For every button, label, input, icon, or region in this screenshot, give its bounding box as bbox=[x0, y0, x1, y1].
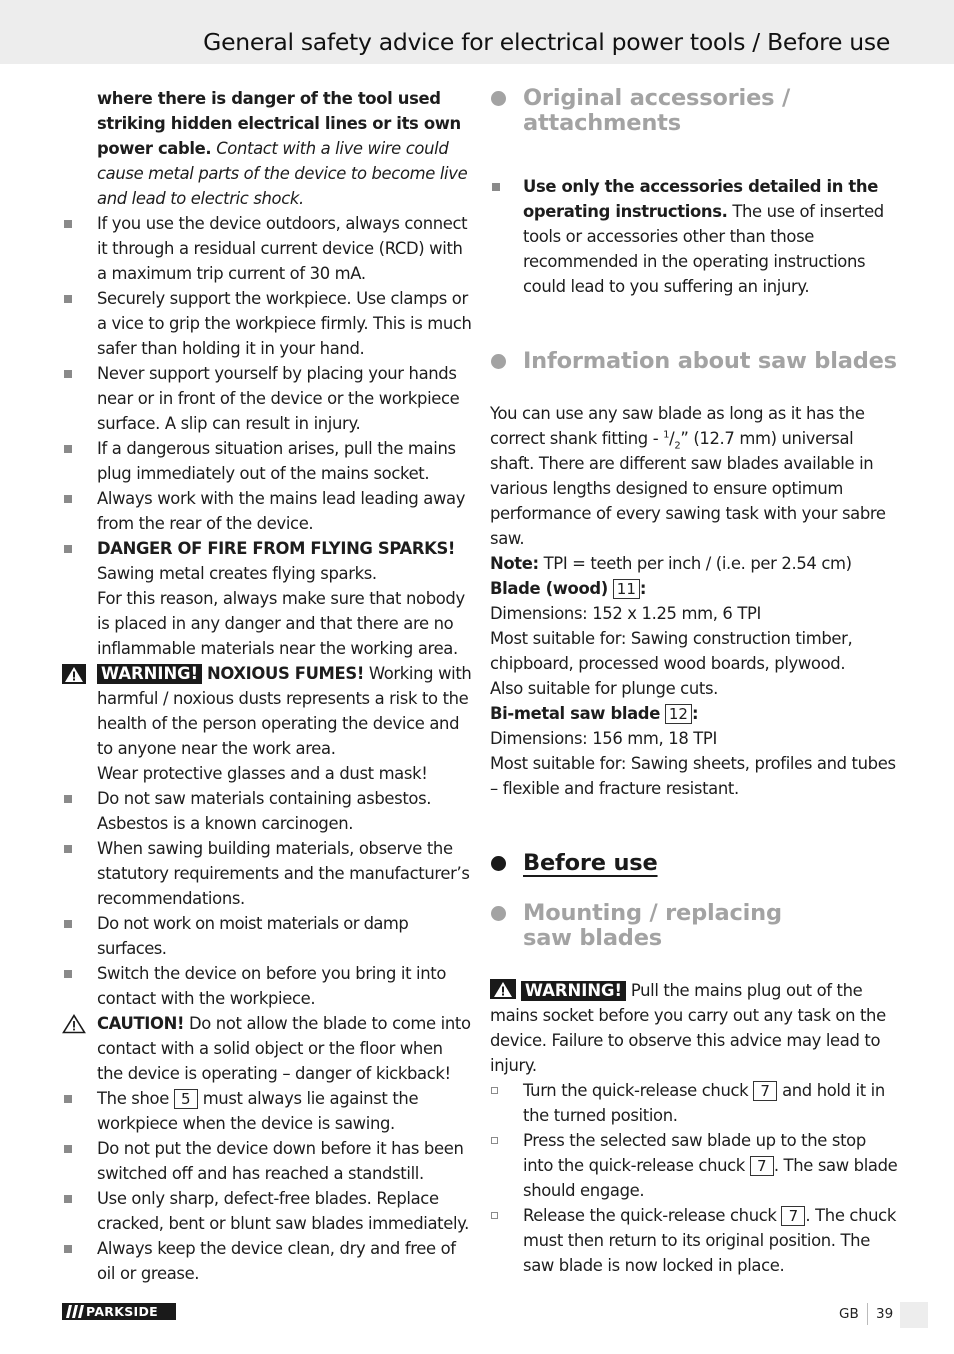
part-reference: 12 bbox=[665, 704, 692, 724]
bullet-dot-icon bbox=[491, 91, 506, 106]
fire-warning-heading: DANGER OF FIRE FROM FLYING SPARKS! bbox=[97, 539, 456, 558]
part-reference: 7 bbox=[750, 1156, 774, 1176]
fumes-heading: NOXIOUS FUMES! bbox=[207, 664, 364, 683]
list-item: When sawing building materials, observe the statutory requirements and the manufacturer’s recommendations. bbox=[62, 836, 472, 911]
intro-bold: where there is danger of the tool used striking hidden electrical lines or its own power cable. bbox=[97, 89, 461, 158]
list-item: Use only the accessories detailed in the operating instructions. The use of inserted tools or accessories other than those recommended in the operating instructions could lead to you suffering an injury. bbox=[490, 174, 900, 299]
page-header bbox=[0, 0, 954, 64]
section-heading-accessories: Original accessories / attachments bbox=[490, 86, 900, 136]
right-column bbox=[490, 84, 900, 1278]
warning-block: WARNING! NOXIOUS FUMES! Working with harmful / noxious dusts represents a risk to the health of the person operating the device and to anyone near the work area. Wear protective glasses and a dust mask! bbox=[62, 661, 472, 786]
part-reference: 7 bbox=[781, 1206, 805, 1226]
warning-badge: WARNING! bbox=[97, 664, 202, 684]
brand-logo bbox=[62, 1303, 176, 1320]
square-bullet-icon bbox=[64, 1195, 72, 1203]
list-item: Switch the device on before you bring it into contact with the workpiece. bbox=[62, 961, 472, 1011]
saw-blades-text: You can use any saw blade as long as it has the correct shank fitting - $^1/_2$” (12.7 mm) universal shaft. There are different saw blades available in various lengths designed to ensure optimum performance of every sawing task with your sabre saw. Note: TPI = teeth per inch / (i.e. per 2.54 cm) Blade (wood) 11 : Dimensions: 152 x 1.25 mm, 6 TPI Most suitable for: Sawing construction timber, chipboard, processed wood boards, plywood. Also suitable for plunge cuts. Bi-metal saw blade 12 : Dimensions: 156 mm, 18 TPI Most suitable for: Sawing sheets, profiles and tubes – flexible and fracture resistant. bbox=[490, 404, 896, 798]
list-item: Always keep the device clean, dry and free of oil or grease. bbox=[62, 1236, 472, 1286]
square-bullet-icon bbox=[64, 370, 72, 378]
square-bullet-icon bbox=[64, 845, 72, 853]
list-item: Never support yourself by placing your hands near or in front of the device or the workpiece surface. A slip can result in injury. bbox=[62, 361, 472, 436]
square-bullet-icon bbox=[64, 220, 72, 228]
list-item: If you use the device outdoors, always connect it through a residual current device (RCD) with a maximum trip current of 30 mA. bbox=[62, 211, 472, 286]
square-bullet-icon bbox=[64, 920, 72, 928]
caution-heading: CAUTION! bbox=[97, 1014, 185, 1033]
footer-divider bbox=[867, 1303, 868, 1325]
page-title: General safety advice for electrical power tools / Before use bbox=[203, 28, 890, 56]
square-bullet-icon bbox=[64, 1145, 72, 1153]
list-item: The shoe 5 must always lie against the workpiece when the device is sawing. bbox=[62, 1086, 472, 1136]
square-bullet-icon bbox=[64, 795, 72, 803]
checkbox-bullet-icon bbox=[491, 1087, 498, 1094]
list-item: Always work with the mains lead leading away from the rear of the device. bbox=[62, 486, 472, 536]
left-column bbox=[62, 86, 472, 1286]
intro-italic: Contact with a live wire could cause metal parts of the device to become live and lead to electric shock. bbox=[97, 139, 468, 208]
footer-tab bbox=[900, 1302, 928, 1328]
square-bullet-icon bbox=[64, 545, 72, 553]
list-item: Use only sharp, defect-free blades. Replace cracked, bent or blunt saw blades immediately. bbox=[62, 1186, 472, 1236]
bullet-dot-icon bbox=[491, 354, 506, 369]
square-bullet-icon bbox=[64, 1245, 72, 1253]
step-item: Press the selected saw blade up to the stop into the quick-release chuck 7 . The saw blade should engage. bbox=[490, 1128, 900, 1203]
warning-triangle-icon bbox=[490, 979, 516, 999]
part-reference: 7 bbox=[753, 1081, 777, 1101]
logo-stripes-icon bbox=[66, 1305, 84, 1318]
checkbox-bullet-icon bbox=[491, 1137, 498, 1144]
list-item: Do not work on moist materials or damp surfaces. bbox=[62, 911, 472, 961]
warning-badge: WARNING! bbox=[521, 981, 626, 1001]
language-code: GB bbox=[839, 1306, 859, 1322]
caution-block: CAUTION! Do not allow the blade to come into contact with a solid object or the floor when the device is operating – danger of kickback! bbox=[62, 1011, 472, 1086]
list-item bbox=[62, 86, 472, 211]
square-bullet-icon bbox=[64, 495, 72, 503]
page-number: 39 bbox=[876, 1306, 894, 1322]
checkbox-bullet-icon bbox=[491, 1212, 498, 1219]
section-heading-mounting: Mounting / replacing saw blades bbox=[490, 901, 900, 951]
part-reference: 11 bbox=[613, 579, 640, 599]
step-item: Release the quick-release chuck 7 . The chuck must then return to its original position. The saw blade is now locked in place. bbox=[490, 1203, 900, 1278]
warning-triangle-icon bbox=[62, 664, 86, 684]
list-item: Securely support the workpiece. Use clamps or a vice to grip the workpiece firmly. This is much safer than holding it in your hand. bbox=[62, 286, 472, 361]
part-reference: 5 bbox=[174, 1089, 198, 1109]
list-item: Do not saw materials containing asbestos. Asbestos is a known carcinogen. bbox=[62, 786, 472, 836]
square-bullet-icon bbox=[64, 295, 72, 303]
square-bullet-icon bbox=[64, 970, 72, 978]
mounting-warning: WARNING! Pull the mains plug out of the mains socket before you carry out any task on the device. Failure to observe this advice may lead to injury. bbox=[490, 981, 886, 1075]
step-item: Turn the quick-release chuck 7 and hold it in the turned position. bbox=[490, 1078, 900, 1128]
section-heading-saw-blades: Information about saw blades bbox=[490, 349, 900, 374]
bullet-dot-icon bbox=[491, 856, 506, 871]
bullet-dot-icon bbox=[491, 906, 506, 921]
square-bullet-icon bbox=[492, 183, 500, 191]
list-item: If a dangerous situation arises, pull the mains plug immediately out of the mains socket. bbox=[62, 436, 472, 486]
list-item: Do not put the device down before it has been switched off and has reached a standstill. bbox=[62, 1136, 472, 1186]
list-item: DANGER OF FIRE FROM FLYING SPARKS! Sawing metal creates flying sparks. For this reason, always make sure that nobody is placed in any danger and that there are no inflammable materials near the working area. bbox=[62, 536, 472, 661]
square-bullet-icon bbox=[64, 445, 72, 453]
square-bullet-icon bbox=[64, 1095, 72, 1103]
section-heading-before-use: Before use bbox=[490, 851, 900, 876]
brand-name: PARKSIDE bbox=[86, 1304, 158, 1319]
caution-triangle-icon bbox=[62, 1014, 86, 1034]
